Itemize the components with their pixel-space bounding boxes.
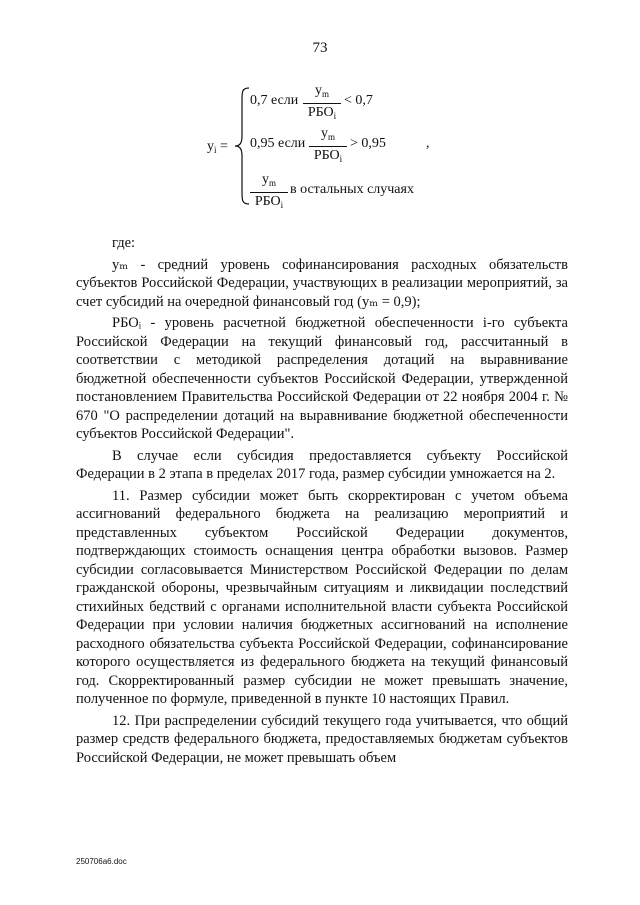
case2-prefix: 0,95 если [250,136,306,151]
paragraph-two-stages: В случае если субсидия предоставляется субъекту Российской Федерации в 2 этапа в пределах 2017 года, размер субсидии умножается на 2. [76,447,568,482]
case3-fraction: $y_m$ $РБО_i$ [250,172,288,213]
case1-prefix: 0,7 если [250,93,299,108]
paragraph-ym-definition: yₘ - средний уровень софинансирования расходных обязательств субъектов Российской Федерации, участвующих в реализации мероприятий, за счет субсидий на очередной финансовый год (yₘ = 0,9); [76,256,568,310]
case1-fraction: $y_m$ $РБО_i$ [303,83,341,124]
case3-suffix: в остальных случаях [290,182,414,197]
page-number: 73 [312,40,328,56]
body-text [76,234,568,770]
paragraph-12: 12. При распределении субсидий текущего года учитывается, что общий размер средств федерального бюджета, предоставляемых бюджетам субъектов Российской Федерации, не может превышать объем [76,712,568,766]
case1-comparison: < 0,7 [344,93,373,108]
paragraph-11: 11. Размер субсидии может быть скорректирован с учетом объема ассигнований федерального бюджета на реализацию мероприятий и представленных субъектом Российской Федерации документов, подтверждающих стоимость оснащения центра обработки вызовов. Размер субсидии согласовывается Министерством Российской Федерации по делам гражданской обороны, чрезвычайным ситуациям и ликвидации последствий стихийных бедствий с органами исполнительной власти субъекта Российской Федерации при условии наличия бюджетных ассигнований на исполнение расходного обязательства субъекта Российской Федерации, софинансирование которого осуществляется из федерального бюджета на текущий финансовый год. Скорректированный размер субсидии не может превышать значение, полученное по формуле, приведенной в пункте 10 настоящих Правил. [76,487,568,707]
curly-brace-icon [232,86,252,206]
where-label: где: [112,235,136,251]
formula-comma: , [426,136,430,151]
formula-block [0,0,640,230]
footer-filename: 250706a6.doc [76,857,127,866]
case2-fraction: $y_m$ $РБО_i$ [309,126,347,167]
formula-lhs: $y_i$ = [207,139,228,155]
paragraph-rbo-definition: РБОᵢ - уровень расчетной бюджетной обеспеченности i-го субъекта Российской Федерации на текущий финансовый год, рассчитанный в соответствии с методикой распределения дотаций на выравнивание бюджетной обеспеченности субъектов Российской Федерации, утвержденной постановлением Правительства Российской Федерации от 22 ноября 2004 г. № 670 "О распределении дотаций на выравнивание бюджетной обеспеченности субъектов Российской Федерации". [76,315,568,442]
case2-comparison: > 0,95 [350,136,386,151]
